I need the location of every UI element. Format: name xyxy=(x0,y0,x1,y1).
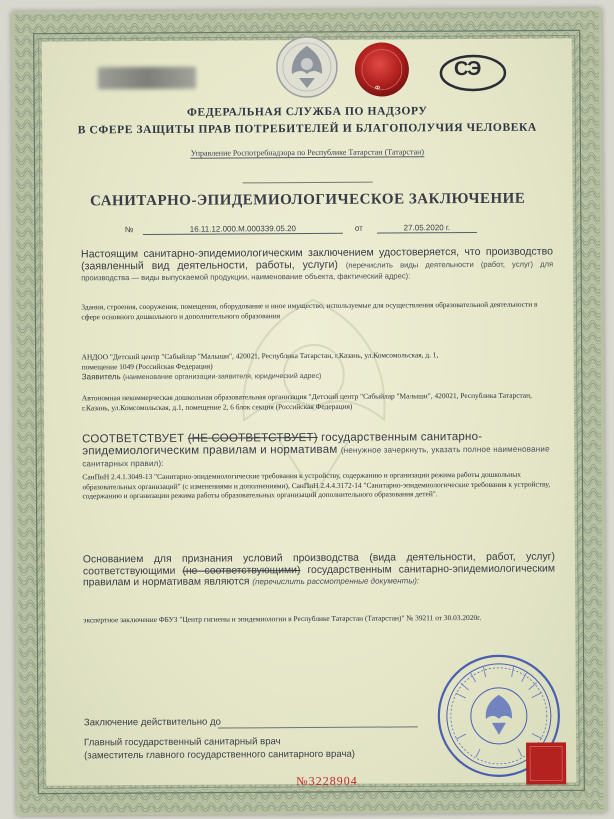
sanitary-rules-text: СанПиН 2.4.1.3049-13 "Санитарно-эпидемиологические требования к устройству, содержанию и организации режима работы дошкольных образовательных организаций" (с изменениями и дополнениями), СанПиН 2.4.4.3172-14 "Санитарно-эпидемиологические требования к устройству, содержанию и организации режима работы образовательных организаций дополнительного образования детей". xyxy=(82,469,551,501)
expert-conclusion-text: экспертное заключение ФБУЗ "Центр гигиены и эпидемиологии в Республике Татарстан (Татарстан)" № 39211 от 30.03.2020г. xyxy=(83,612,482,625)
title-rule xyxy=(243,182,373,184)
hologram-label: Ф xyxy=(375,85,381,92)
department: Управление Роспотребнадзора по Республике Татарстан (Татарстан) xyxy=(190,147,425,158)
agency-line-2: В СФЕРЕ ЗАЩИТЫ ПРАВ ПОТРЕБИТЕЛЕЙ И БЛАГОПОЛУЧИЯ ЧЕЛОВЕКА xyxy=(77,121,537,137)
applicant-label: Заявитель xyxy=(81,372,121,382)
se-logo-text: СЭ xyxy=(453,57,481,81)
conforms-rest: государственным санитарно-эпидемиологическим правилам и нормативам xyxy=(82,430,483,458)
agency-line-1: ФЕДЕРАЛЬНАЯ СЛУЖБА ПО НАДЗОРУ xyxy=(186,105,428,119)
certificate-sheet xyxy=(12,8,607,816)
chief-doctor-label: Главный государственный санитарный врач xyxy=(83,736,281,749)
document-title: САНИТАРНО-ЭПИДЕМИОЛОГИЧЕСКОЕ ЗАКЛЮЧЕНИЕ xyxy=(90,190,526,210)
facility-line-1: АНДОО "Детский центр "Сабыйлар "Малыши", 420021, Республика Татарстан, г.Казань, ул.Комсомольская, д. 1, xyxy=(81,350,439,362)
serial-number: №3228904 xyxy=(296,773,358,789)
applicant-label-row xyxy=(82,370,554,383)
coat-of-arms-emblem xyxy=(274,34,340,100)
conforms-hint: (ненужное зачеркнуть, указать полное наименование санитарных правил): xyxy=(82,444,550,469)
intro-paragraph: Настоящим санитарно-эпидемиологическим заключением удостоверяется, что производство (заявленный вид деятельности, работы, услуги) (перечислить виды деятельности (работ, услуг) для производства — виды выпускаемой продукции, наименование объекта, фактический адрес): xyxy=(80,245,554,283)
certificate-number: 16.11.12.000.М.000339.05.20 xyxy=(143,224,343,235)
not-conforms-struck: (НЕ СООТВЕТСТВУЕТ) xyxy=(187,431,318,445)
valid-until-label: Заключение действительно до xyxy=(83,716,222,729)
deputy-label: (заместитель главного государственного санитарного врача) xyxy=(84,748,356,762)
facility-line-2: помещение 1049 (Российская Федерация) xyxy=(81,361,213,372)
conforms-word: СООТВЕТСТВУЕТ xyxy=(82,432,185,446)
conformity-statement xyxy=(82,431,554,470)
gray-blur-block xyxy=(98,67,196,90)
basis-paragraph: Основанием для признания условий производства (вида деятельности, работ, услуг) соответствующими (не соответствующими) государственным санитарно-эпидемиологическим правилам и нормативам являются (перечислить рассмотренные документы): xyxy=(82,551,555,589)
red-hologram-sticker xyxy=(524,740,568,786)
number-label: № xyxy=(124,225,134,235)
date-label: от xyxy=(354,223,363,233)
red-hologram-seal xyxy=(354,41,410,97)
valid-until-line xyxy=(218,726,418,728)
certificate-body xyxy=(42,38,577,789)
applicant-text: Автономная некоммерческая дошкольная образовательная организация "Детский центр "Сабыйлар "Малыши", 420021, Республика Татарстан, г.Казань, ул.Комсомольская, д.1, помещение 2, 6 блок секция (Российская Федерация) xyxy=(81,390,532,412)
activity-text: Здания, строения, сооружения, помещения, оборудование и иное имущество, используемые для осуществления образовательной деятельности в сфере основного дошкольного и дополнительного образования xyxy=(81,299,538,321)
certificate-date: 27.05.2020 г. xyxy=(377,223,477,234)
applicant-hint: (наименование организации-заявителя, юридический адрес) xyxy=(122,372,322,382)
